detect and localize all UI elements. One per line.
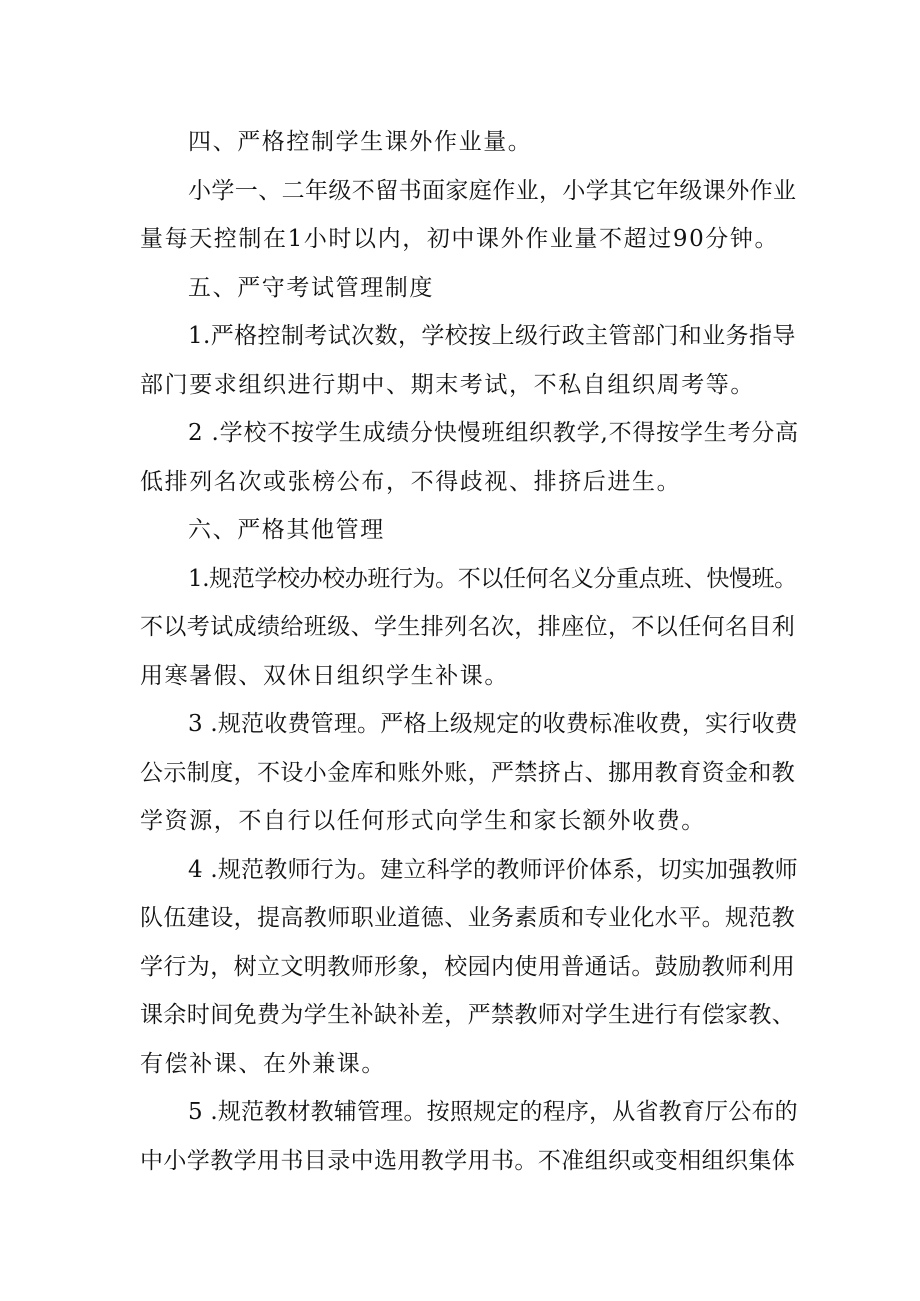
paragraph-line: 1.规范学校办校办班行为。不以任何名义分重点班、快慢班。 bbox=[188, 565, 797, 592]
section-heading-6: 六、严格其他管理 bbox=[188, 517, 385, 543]
paragraph-line: 小学一、二年级不留书面家庭作业，小学其它年级课外作业 bbox=[188, 177, 797, 204]
paragraph-line: 有偿补课、在外兼课。 bbox=[140, 1050, 386, 1077]
paragraph-line: 2 .学校不按学生成绩分快慢班组织教学,不得按学生考分高 bbox=[188, 420, 799, 446]
section-heading-5: 五、严守考试管理制度 bbox=[188, 274, 434, 301]
document-body bbox=[140, 118, 800, 1185]
paragraph-line: 量每天控制在1小时以内，初中课外作业量不超过90分钟。 bbox=[140, 226, 780, 252]
section-heading-4: 四、严格控制学生课外作业量。 bbox=[188, 129, 533, 155]
paragraph-line: 队伍建设，提高教师职业道德、业务素质和专业化水平。规范教 bbox=[140, 905, 796, 931]
paragraph-line: 5 .规范教材教辅管理。按照规定的程序，从省教育厅公布的 bbox=[188, 1099, 798, 1125]
paragraph-line: 公示制度，不设小金库和账外账，严禁挤占、挪用教育资金和教 bbox=[140, 759, 796, 786]
paragraph-line: 学资源，不自行以任何形式向学生和家长额外收费。 bbox=[140, 808, 706, 834]
paragraph-line: 4 .规范教师行为。建立科学的教师评价体系，切实加强教师 bbox=[188, 856, 798, 883]
paragraph-line: 不以考试成绩给班级、学生排列名次，排座位，不以任何名目利 bbox=[140, 614, 796, 640]
paragraph-line: 学行为，树立文明教师形象，校园内使用普通话。鼓励教师利用 bbox=[140, 953, 796, 980]
paragraph-line: 1.严格控制考试次数，学校按上级行政主管部门和业务指导 bbox=[188, 323, 796, 349]
paragraph-line: 3 .规范收费管理。严格上级规定的收费标准收费，实行收费 bbox=[188, 711, 798, 737]
paragraph-line: 中小学教学用书目录中选用教学用书。不准组织或变相组织集体 bbox=[140, 1147, 796, 1174]
paragraph-line: 低排列名次或张榜公布，不得歧视、排挤后进生。 bbox=[140, 468, 682, 495]
paragraph-line: 课余时间免费为学生补缺补差，严禁教师对学生进行有偿家教、 bbox=[140, 1002, 796, 1028]
paragraph-line: 部门要求组织进行期中、期末考试，不私自组织周考等。 bbox=[140, 371, 755, 398]
paragraph-line: 用寒暑假、双休日组织学生补课。 bbox=[140, 662, 509, 689]
